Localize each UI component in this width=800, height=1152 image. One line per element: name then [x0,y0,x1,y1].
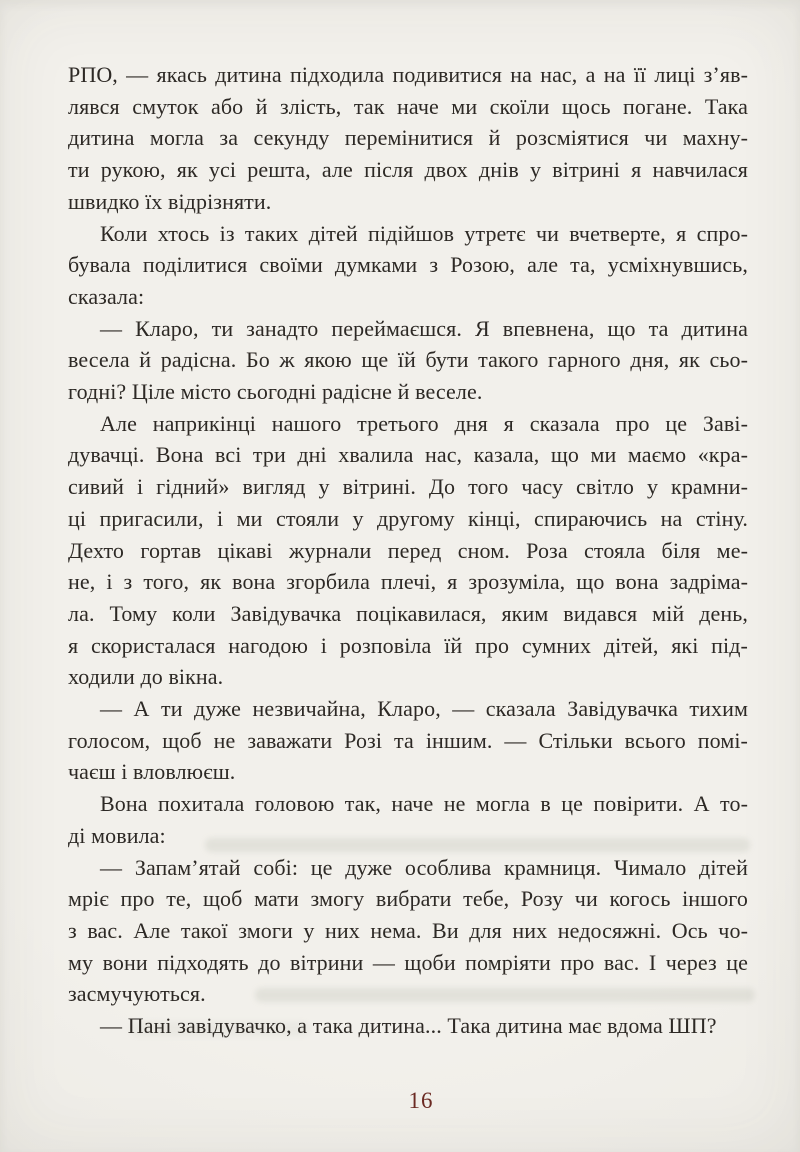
text-line: — Пані завідувачко, а така дитина... Така дитина має вдома ШП? [100,1013,717,1039]
paragraph [68,852,748,1011]
paragraph [68,313,748,408]
text-line: не, і з того, як вона згорбила плечі, я зрозуміла, що вона задріма- [68,569,748,595]
paragraph [68,1010,748,1042]
paragraph [68,788,748,851]
text-line: дувачці. Вона всі три дні хвалила нас, казала, що ми маємо «кра- [68,442,748,468]
text-block [68,59,748,1042]
text-line: Але наприкінці нашого третього дня я сказала про це Заві- [100,410,748,436]
text-line: дитина могла за секунду перемінитися й розсміятися чи махну- [68,125,748,151]
text-line: сказала: [68,283,145,309]
text-line: Дехто гортав цікаві журнали перед сном. Роза стояла біля ме- [68,537,748,563]
paragraph [68,408,748,693]
text-line: весела й радісна. Бо ж якою ще їй бути такого гарного дня, як сьо- [68,347,748,373]
text-line: голосом, щоб не заважати Розі та іншим. — Стільки всього помі- [68,727,748,753]
text-line: ла. Тому коли Завідувачка поцікавилася, яким видався мій день, [68,600,748,626]
text-line: сивий і гідний» вигляд у вітрині. До того часу світло у крамни- [68,474,748,500]
text-line: ти рукою, як усі решта, але після двох днів у вітрині я навчилася [68,157,748,183]
text-line: бувала поділитися своїми думками з Розою, але та, усміхнувшись, [68,252,748,278]
text-line: РПО, — якась дитина підходила подивитися на нас, а на її лиці з’яв- [68,62,748,87]
text-line: з вас. Але такої змоги у них нема. Ви для них недосяжні. Ось чо- [68,917,748,943]
text-line: засмучуються. [68,981,206,1007]
text-line: — Кларо, ти занадто переймаєшся. Я впевнена, що та дитина [100,315,748,341]
text-line: я скористалася нагодою і розповіла їй про сумних дітей, які під- [68,632,748,658]
text-line: ходили до вікна. [68,664,224,690]
text-line: Коли хтось із таких дітей підійшов утретє чи вчетверте, я спро- [100,220,748,246]
text-line: ці пригасили, і ми стояли у другому кінці, спираючись на стіну. [68,505,748,531]
text-line: швидко їх відрізняти. [68,188,272,214]
text-line: ді мовила: [68,822,166,848]
paragraph [68,218,748,313]
paragraph [68,693,748,788]
text-line: мріє про те, щоб мати змогу вибрати тебе, Розу чи когось іншого [68,886,748,912]
text-line: лявся смуток або й злість, так наче ми скоїли щось погане. Така [68,93,748,119]
text-line: годні? Ціле місто сьогодні радісне й веселе. [68,379,483,405]
paragraph [68,59,748,218]
text-line: Вона похитала головою так, наче не могла в це повірити. А то- [100,791,748,817]
text-line: му вони підходять до вітрини — щоби помріяти про вас. І через це [68,949,748,975]
page-number: 16 [408,1088,434,1113]
text-line: — А ти дуже незвичайна, Кларо, — сказала Завідувачка тихим [100,696,748,722]
text-line: — Запам’ятай собі: це дуже особлива крамниця. Чимало дітей [100,854,748,880]
text-line: чаєш і вловлюєш. [68,759,236,785]
